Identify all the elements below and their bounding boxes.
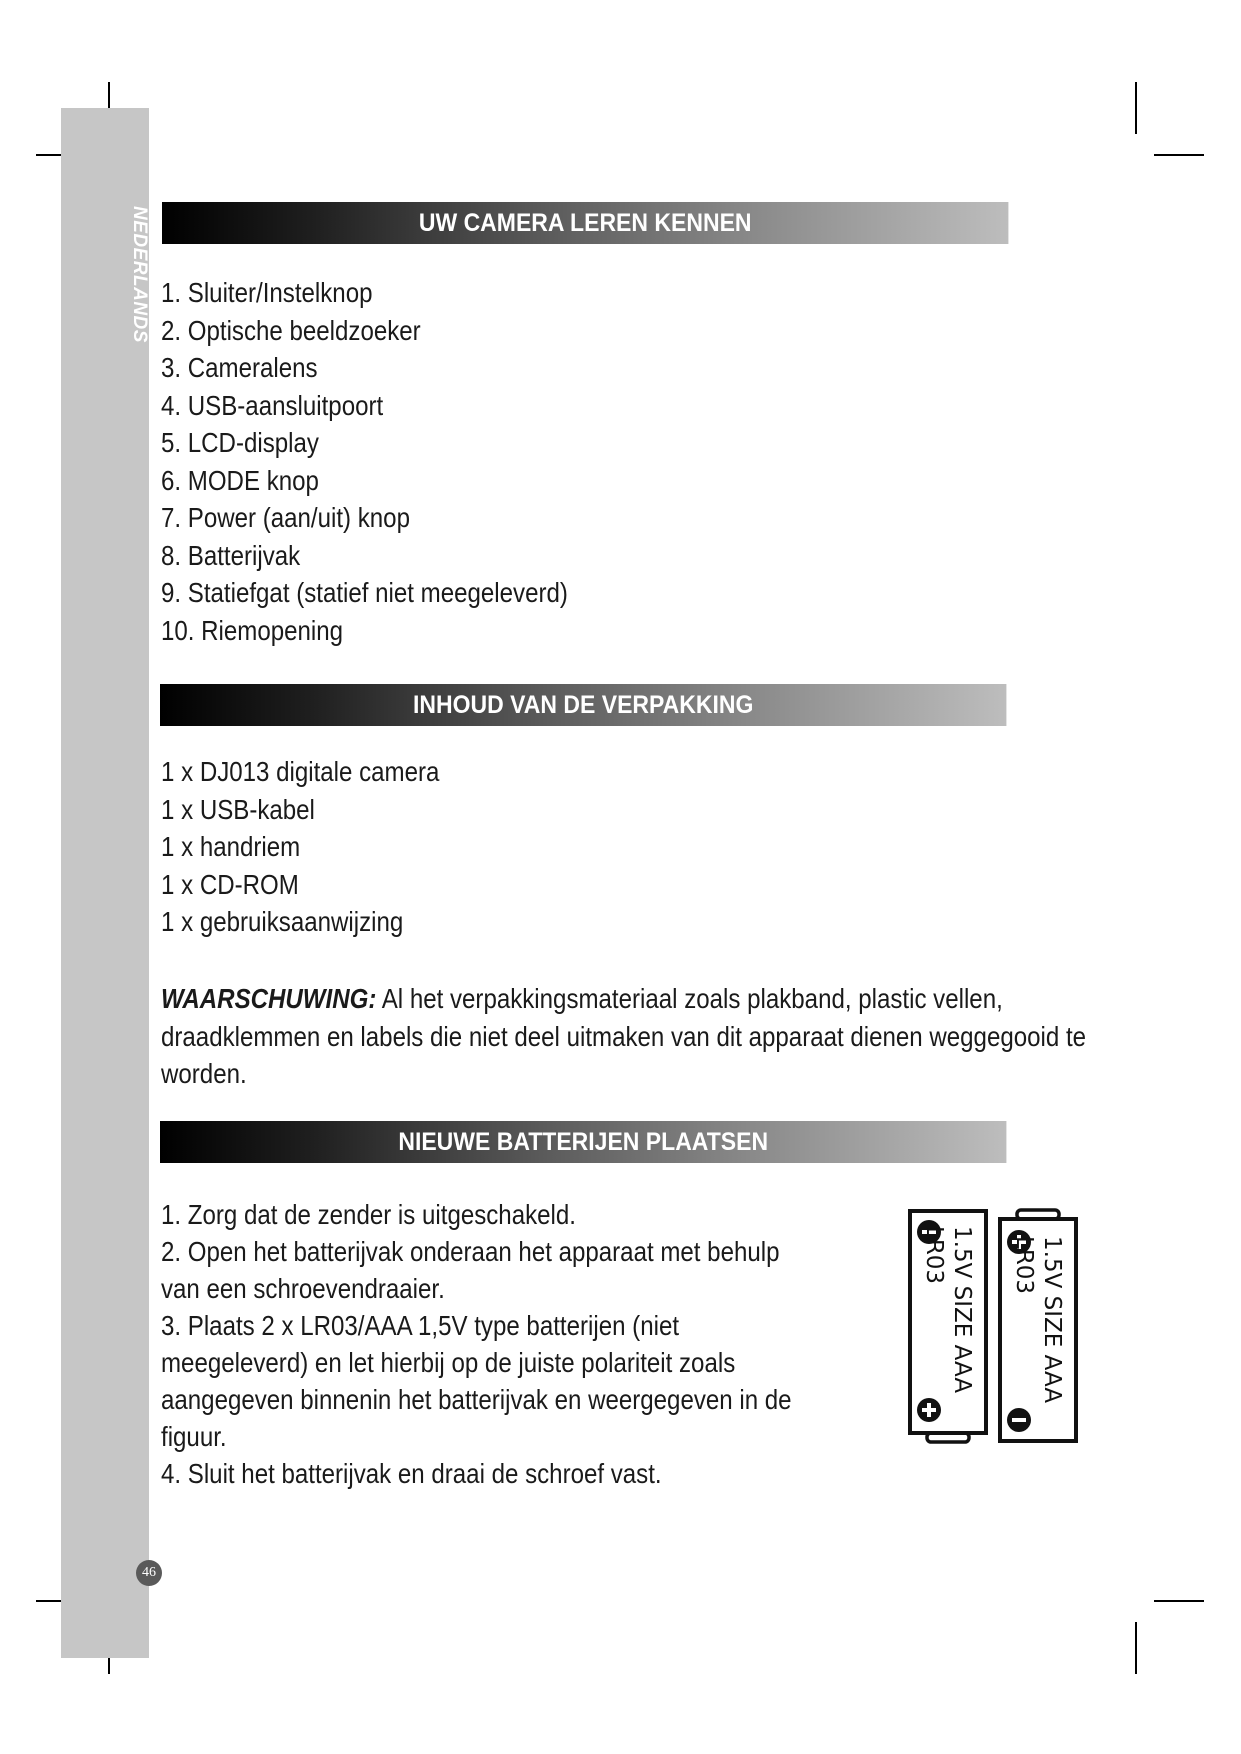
battery-label-size: 1.5V SIZE AAA — [1039, 1236, 1065, 1404]
section-header-camera: UW CAMERA LEREN KENNEN — [162, 202, 1008, 244]
package-contents-list — [161, 753, 439, 941]
battery-label-type: LR03 — [1011, 1236, 1037, 1295]
crop-mark — [1135, 82, 1137, 134]
battery-label-size: 1.5V SIZE AAA — [949, 1226, 975, 1394]
list-item: 1. Sluiter/Instelknop — [161, 277, 373, 308]
step-item: 2. Open het batterijvak onderaan het apparaat met behulp van een schroevendraaier. — [161, 1236, 780, 1304]
list-item: 1 x USB-kabel — [161, 793, 315, 825]
list-item: 1 x handriem — [161, 831, 301, 862]
warning-paragraph — [161, 980, 1167, 1093]
list-item: 7. Power (aan/uit) knop — [161, 502, 410, 533]
step-item: 4. Sluit het batterijvak en draai de schroef vast. — [161, 1458, 662, 1489]
list-item: 1 x gebruiksaanwijzing — [161, 906, 404, 937]
list-item: 1 x CD-ROM — [161, 868, 299, 900]
step-item: 1. Zorg dat de zender is uitgeschakeld. — [161, 1199, 576, 1230]
battery-left — [910, 1211, 986, 1442]
step-item: 3. Plaats 2 x LR03/AAA 1,5V type batterijen (niet meegeleverd) en let hierbij op de juiste polariteit zoals aangegeven binnenin het batterijvak en weergegeven in de figuur. — [161, 1310, 792, 1452]
section-header-batteries: NIEUWE BATTERIJEN PLAATSEN — [160, 1121, 1006, 1163]
list-item: 6. MODE knop — [161, 464, 319, 496]
battery-steps — [161, 1196, 823, 1492]
battery-right — [1000, 1210, 1076, 1441]
list-item: 3. Cameralens — [161, 352, 318, 383]
list-item: 9. Statiefgat (statief niet meegeleverd) — [161, 577, 568, 608]
list-item: 10. Riemopening — [161, 614, 344, 646]
crop-mark — [1154, 154, 1204, 156]
language-label: NEDERLANDS — [129, 206, 150, 343]
battery-illustration — [905, 1208, 1085, 1448]
camera-parts-list — [161, 274, 568, 649]
list-item: 8. Batterijvak — [161, 539, 301, 571]
crop-mark — [1154, 1600, 1204, 1602]
crop-mark — [1135, 1622, 1137, 1674]
page-number: 46 — [136, 1560, 162, 1586]
section-header-package: INHOUD VAN DE VERPAKKING — [160, 684, 1006, 726]
list-item: 5. LCD-display — [161, 427, 319, 458]
warning-text: Al het verpakkingsmateriaal zoals plakband, plastic vellen, draadklemmen en labels die niet deel uitmaken van dit apparaat dienen weggegooid te worden. — [161, 983, 1087, 1089]
list-item: 1 x DJ013 digitale camera — [161, 756, 440, 787]
warning-label: WAARSCHUWING: — [161, 983, 377, 1014]
list-item: 4. USB-aansluitpoort — [161, 389, 384, 421]
battery-label-type: LR03 — [921, 1226, 947, 1285]
list-item: 2. Optische beeldzoeker — [161, 314, 421, 346]
